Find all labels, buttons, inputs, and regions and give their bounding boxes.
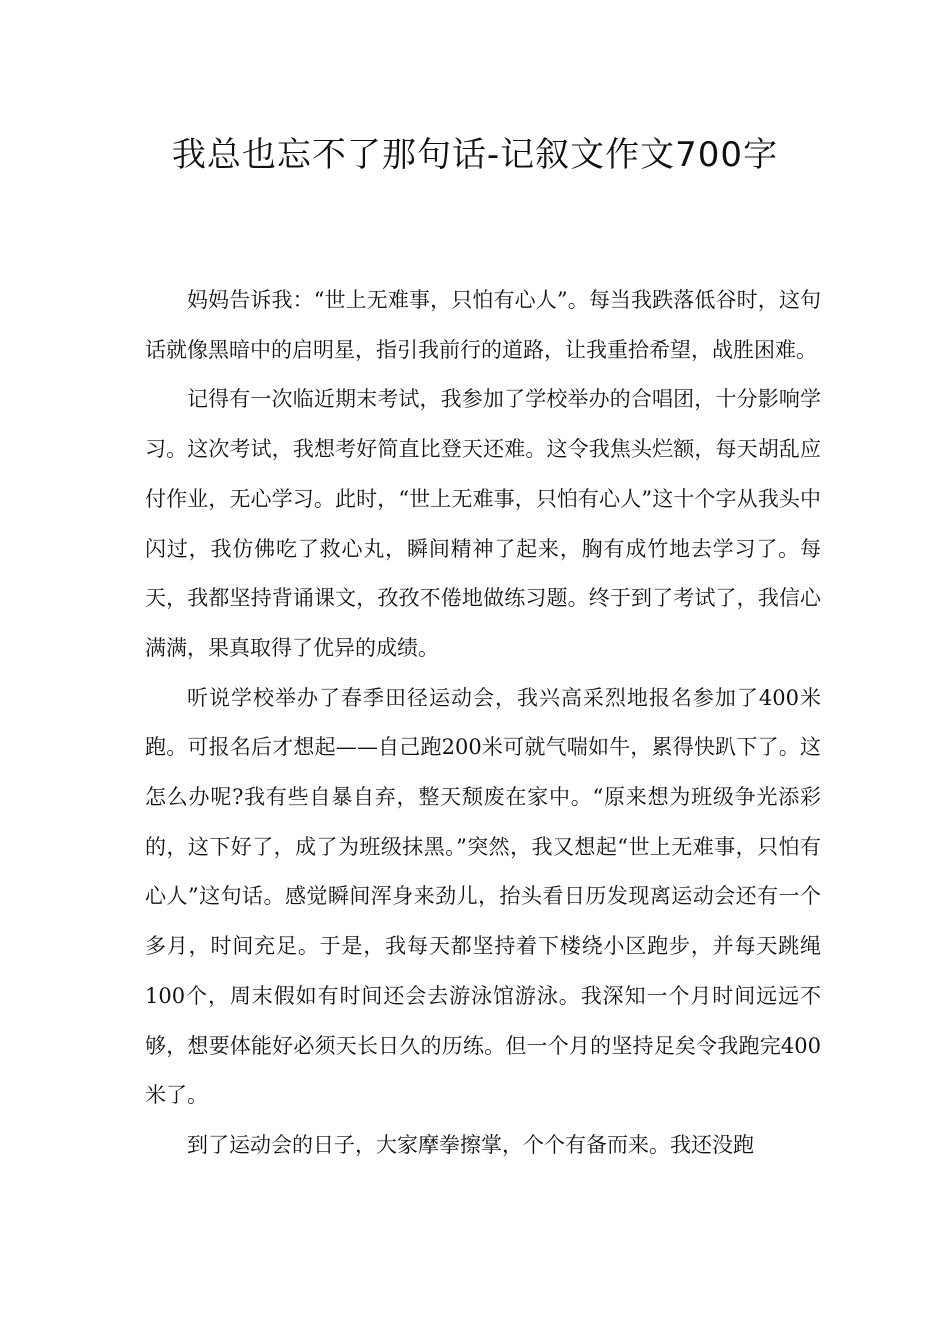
paragraph: 妈妈告诉我：“世上无难事，只怕有心人”。每当我跌落低谷时，这句话就像黑暗中的启明星，指引我前行的道路，让我重拾希望，战胜困难。 <box>145 288 821 362</box>
document-title: 我总也忘不了那句话-记叙文作文700字 <box>171 135 779 175</box>
document-body <box>145 276 821 1171</box>
paragraph: 到了运动会的日子，大家摩拳擦掌，个个有备而来。我还没跑 <box>187 1132 754 1157</box>
paragraph: 听说学校举办了春季田径运动会，我兴高采烈地报名参加了400米跑。可报名后才想起——自己跑200米可就气喘如牛，累得快趴下了。这怎么办呢?我有些自暴自弃，整天颓废在家中。“原来想为班级争光添彩的，这下好了，成了为班级抹黑。”突然，我又想起“世上无难事，只怕有心人”这句话。感觉瞬间浑身来劲儿，抬头看日历发现离运动会还有一个多月，时间充足。于是，我每天都坚持着下楼绕小区跑步，并每天跳绳100个，周末假如有时间还会去游泳馆游泳。我深知一个月时间远远不够，想要体能好必须天长日久的历练。但一个月的坚持足矣令我跑完400米了。 <box>145 685 821 1108</box>
paragraph: 记得有一次临近期末考试，我参加了学校举办的合唱团，十分影响学习。这次考试，我想考好简直比登天还难。这令我焦头烂额，每天胡乱应付作业，无心学习。此时，“世上无难事，只怕有心人”这十个字从我头中闪过，我仿佛吃了救心丸，瞬间精神了起来，胸有成竹地去学习了。每天，我都坚持背诵课文，孜孜不倦地做练习题。终于到了考试了，我信心满满，果真取得了优异的成绩。 <box>145 387 821 660</box>
